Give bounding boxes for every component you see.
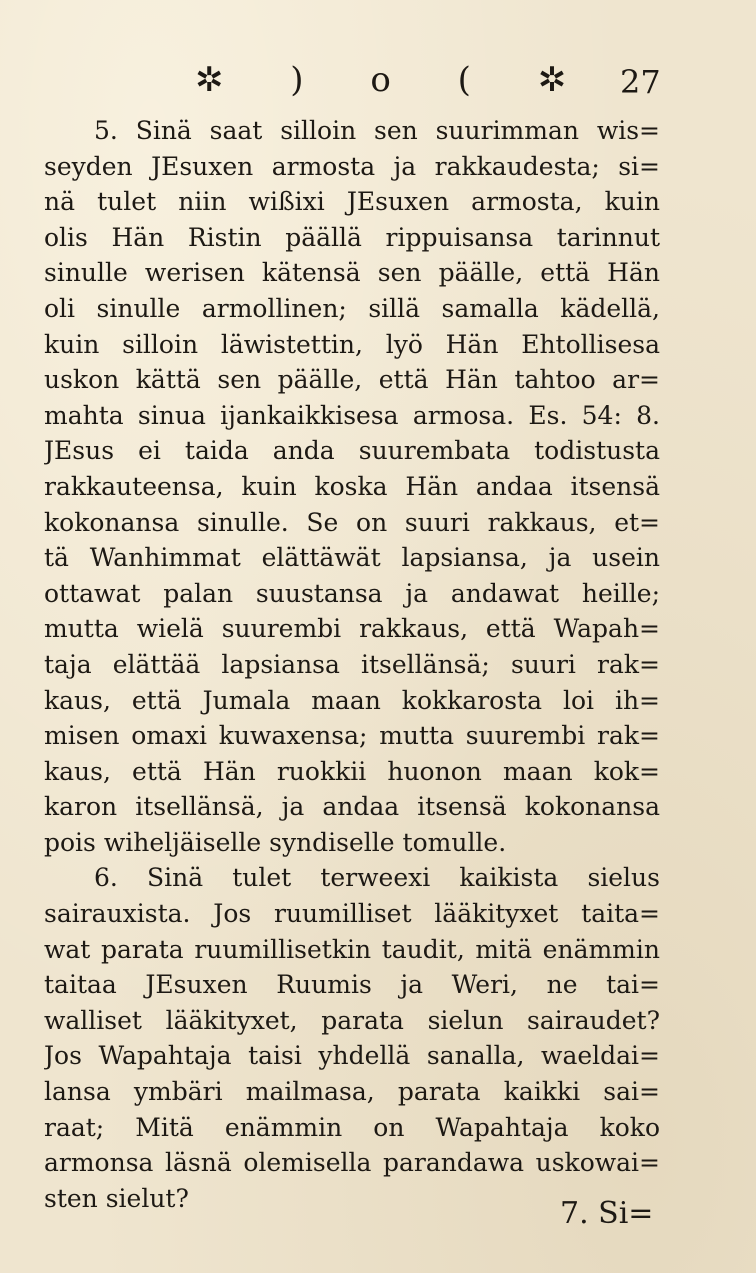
text-line: olis Hän Ristin päällä rippuisansa tarinnut [44,222,660,252]
text-line: sairauxista. Jos ruumilliset lääkityxet taita= [44,899,660,929]
text-line: mutta wielä suurembi rakkaus, että Wapah= [44,614,660,644]
body-text [44,113,660,1213]
text-line: ottawat palan suustansa ja andawat heille; [44,578,660,608]
text-line: rakkauteensa, kuin koska Hän andaa itsensä [44,471,660,501]
text-line: 5. Sinä saat silloin sen suurimman wis= [94,116,660,145]
text-line: JEsus ei taida anda suurembata todistusta [44,436,660,466]
text-line: seyden JEsuxen armosta ja rakkaudesta; si= [44,151,660,181]
text-line: sten sielut? [44,1183,189,1213]
text-line: mahta sinua ijankaikkisesa armosa. Es. 54: 8. [44,400,660,430]
page-header [0,58,756,102]
catchword: 7. Si= [560,1196,654,1231]
paragraph-2 [44,860,660,1216]
text-line: Jos Wapahtaja taisi yhdellä sanalla, waeldai= [44,1041,660,1071]
text-line: tä Wanhimmat elättäwät lapsiansa, ja usein [44,543,660,573]
text-line: uskon kättä sen päälle, että Hän tahtoo ar= [44,365,660,395]
text-line: kaus, että Jumala maan kokkarosta loi ih= [44,685,660,715]
text-line: armonsa läsnä olemisella parandawa uskowai= [44,1148,660,1178]
text-line: oli sinulle armollinen; sillä samalla kädellä, [44,293,660,323]
text-line: raat; Mitä enämmin on Wapahtaja koko [44,1112,660,1142]
text-line: walliset lääkityxet, parata sielun sairaudet? [44,1005,660,1035]
text-line: kaus, että Hän ruokkii huonon maan kok= [44,756,660,786]
paragraph-container [44,113,660,1216]
text-line: wat parata ruumillisetkin taudit, mitä enämmin [44,934,660,964]
text-line: kokonansa sinulle. Se on suuri rakkaus, et= [44,507,660,537]
text-line: pois wiheljäiselle syndiselle tomulle. [44,827,507,857]
text-line: lansa ymbäri mailmasa, parata kaikki sai= [44,1077,660,1107]
header-ornament: ✲ ) o ( ✲ [195,60,595,100]
paragraph-1 [44,113,660,860]
text-line: taitaa JEsuxen Ruumis ja Weri, ne tai= [44,970,660,1000]
text-line: nä tulet niin wißixi JEsuxen armosta, kuin [44,187,660,217]
text-line: kuin silloin läwistettin, lyö Hän Ehtollisesa [44,329,660,359]
text-line: karon itsellänsä, ja andaa itsensä kokonansa [44,792,660,822]
page-number: 27 [620,63,661,101]
text-line: 6. Sinä tulet terweexi kaikista sielus [94,863,660,893]
text-line: misen omaxi kuwaxensa; mutta suurembi rak= [44,721,660,751]
text-line: sinulle werisen kätensä sen päälle, että Hän [44,258,660,288]
text-line: taja elättää lapsiansa itsellänsä; suuri rak= [44,649,660,679]
